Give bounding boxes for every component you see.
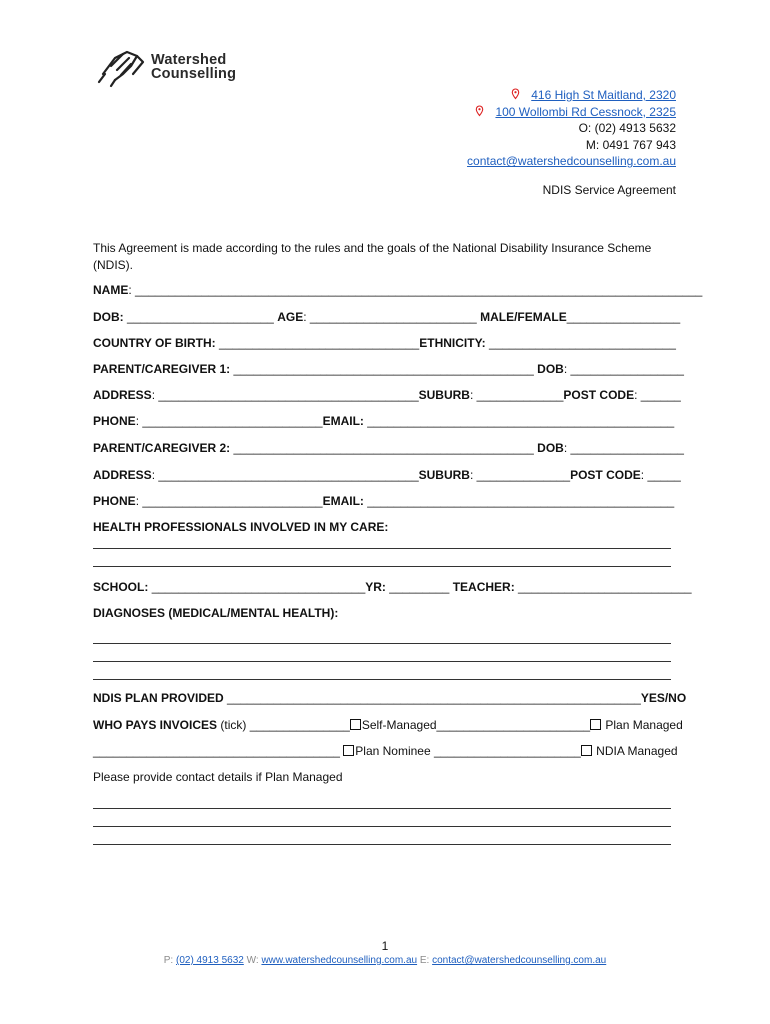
- logo-line2: Counselling: [151, 66, 237, 82]
- health-line-2[interactable]: [93, 566, 671, 567]
- footer-web-label: W:: [246, 955, 259, 966]
- footer-phone-label: P:: [163, 955, 174, 966]
- contact-email-link[interactable]: contact@watershedcounselling.com.au: [467, 154, 676, 169]
- logo-line1: Watershed: [151, 52, 227, 68]
- email1-field[interactable]: ______________________________________________: [367, 414, 675, 428]
- age-label: AGE: [277, 310, 304, 324]
- dob-field[interactable]: ______________________: [127, 310, 274, 324]
- phone2-field[interactable]: ___________________________: [142, 494, 323, 508]
- phone2-row: PHONE: ___________________________EMAIL: ______________________________________________: [93, 494, 675, 508]
- suburb2-label: SUBURB: [418, 468, 470, 482]
- dob-age-row: DOB: ______________________ AGE: _________________________ MALE/FEMALE_________________: [93, 310, 681, 324]
- contact-details-line-2[interactable]: [93, 826, 671, 827]
- parent1-dob-label: DOB: [537, 362, 564, 376]
- plan-nominee-checkbox[interactable]: [343, 745, 354, 756]
- ethnicity-label: ETHNICITY:: [419, 336, 486, 350]
- who-pays-field[interactable]: _______________: [249, 718, 350, 732]
- health-label: HEALTH PROFESSIONALS INVOLVED IN MY CARE:: [93, 520, 389, 534]
- parent2-label: PARENT/CAREGIVER 2:: [93, 441, 231, 455]
- email2-label: EMAIL:: [322, 494, 364, 508]
- yr-field[interactable]: _________: [389, 580, 450, 594]
- ndia-managed-checkbox[interactable]: [581, 745, 592, 756]
- name-label: NAME: [93, 283, 129, 297]
- self-managed-label: Self-Managed: [361, 718, 437, 732]
- plan-nominee-label: Plan Nominee: [355, 744, 431, 758]
- location-pin-icon: [475, 105, 484, 117]
- postcode1-field[interactable]: ______: [640, 388, 681, 402]
- ndis-plan-row: [93, 691, 687, 705]
- ndia-field[interactable]: ______________________: [434, 744, 581, 758]
- address-1-link[interactable]: 416 High St Maitland, 2320: [531, 88, 676, 102]
- suburb1-label: SUBURB: [418, 388, 470, 402]
- contact-block: [467, 87, 676, 170]
- parent2-dob-label: DOB: [537, 441, 564, 455]
- school-field[interactable]: ________________________________: [151, 580, 366, 594]
- sex-field[interactable]: _________________: [566, 310, 681, 324]
- intro-paragraph: This Agreement is made according to the rules and the goals of the National Disability Insurance Scheme (NDIS).: [93, 241, 652, 272]
- teacher-field[interactable]: __________________________: [518, 580, 692, 594]
- parent1-field[interactable]: _____________________________________________: [233, 362, 534, 376]
- self-managed-checkbox[interactable]: [350, 719, 361, 730]
- diagnoses-line-2[interactable]: [93, 661, 671, 662]
- country-row: [93, 336, 676, 350]
- postcode2-label: POST CODE: [570, 468, 641, 482]
- nominee-row: [93, 744, 678, 758]
- sex-label: MALE/FEMALE: [480, 310, 567, 324]
- suburb1-field[interactable]: _____________: [476, 388, 564, 402]
- phone1-field[interactable]: ___________________________: [142, 414, 323, 428]
- parent2-field[interactable]: _____________________________________________: [233, 441, 534, 455]
- diagnoses-row: [93, 606, 673, 620]
- logo-wordmark: [151, 53, 236, 81]
- yr-label: YR:: [365, 580, 386, 594]
- phone1-row: PHONE: ___________________________EMAIL: ______________________________________________: [93, 414, 675, 428]
- contact-details-row: [93, 770, 673, 784]
- parent2-row: PARENT/CAREGIVER 2: _____________________________________________ DOB: _________________: [93, 441, 684, 455]
- age-field[interactable]: _________________________: [309, 310, 477, 324]
- health-row: [93, 520, 673, 534]
- ethnicity-field[interactable]: ____________________________: [489, 336, 676, 350]
- address1-row: ADDRESS: _______________________________________SUBURB: _____________POST CODE: ______: [93, 388, 681, 402]
- footer-phone-link[interactable]: (02) 4913 5632: [175, 955, 244, 966]
- email2-field[interactable]: ______________________________________________: [367, 494, 675, 508]
- address2-field[interactable]: _______________________________________: [158, 468, 419, 482]
- country-field[interactable]: ______________________________: [219, 336, 420, 350]
- who-pays-label: WHO PAYS INVOICES: [93, 718, 218, 732]
- nominee-field[interactable]: _____________________________________: [93, 744, 340, 758]
- diagnoses-line-1[interactable]: [93, 643, 671, 644]
- suburb2-field[interactable]: ______________: [476, 468, 571, 482]
- diagnoses-line-3[interactable]: [93, 679, 671, 680]
- address2-row: ADDRESS: _______________________________________SUBURB: ______________POST CODE: _____: [93, 468, 681, 482]
- page-number: 1: [381, 939, 389, 953]
- parent1-label: PARENT/CAREGIVER 1:: [93, 362, 231, 376]
- self-managed-field[interactable]: _______________________: [436, 718, 591, 732]
- address1-label: ADDRESS: [93, 388, 152, 402]
- address1-field[interactable]: _______________________________________: [158, 388, 419, 402]
- plan-managed-checkbox[interactable]: [590, 719, 601, 730]
- yes-no-label: YES/NO: [640, 691, 687, 705]
- postcode1-label: POST CODE: [563, 388, 635, 402]
- footer: [0, 955, 770, 966]
- email1-label: EMAIL:: [322, 414, 364, 428]
- ndis-plan-label: NDIS PLAN PROVIDED: [93, 691, 224, 705]
- ndis-plan-field[interactable]: ______________________________________________________________: [227, 691, 641, 705]
- parent2-dob-field[interactable]: _________________: [570, 441, 684, 455]
- address-2-row: [467, 104, 676, 121]
- address-1-row: [467, 87, 676, 104]
- location-pin-icon: [511, 88, 520, 100]
- diagnoses-label: DIAGNOSES (MEDICAL/MENTAL HEALTH):: [93, 606, 339, 620]
- logo: [97, 44, 257, 88]
- footer-email-link[interactable]: contact@watershedcounselling.com.au: [432, 955, 607, 966]
- parent1-dob-field[interactable]: _________________: [570, 362, 684, 376]
- postcode2-field[interactable]: _____: [647, 468, 681, 482]
- name-row: NAME: _____________________________________________________________________________________: [93, 283, 703, 297]
- doc-title: NDIS Service Agreement: [542, 183, 676, 197]
- school-row: [93, 580, 692, 594]
- school-label: SCHOOL:: [93, 580, 149, 594]
- plan-managed-label: Plan Managed: [605, 718, 683, 732]
- handshake-logo-icon: [97, 44, 149, 88]
- office-phone: O: (02) 4913 5632: [578, 121, 676, 136]
- phone1-label: PHONE: [93, 414, 136, 428]
- address-2-link[interactable]: 100 Wollombi Rd Cessnock, 2325: [495, 104, 676, 119]
- contact-details-line-3[interactable]: [93, 844, 671, 845]
- country-label: COUNTRY OF BIRTH:: [93, 336, 216, 350]
- who-pays-row: [93, 718, 683, 732]
- teacher-label: TEACHER:: [452, 580, 515, 594]
- dob-label: DOB: [93, 310, 120, 324]
- parent1-row: PARENT/CAREGIVER 1: _____________________________________________ DOB: _________________: [93, 362, 684, 376]
- address2-label: ADDRESS: [93, 468, 152, 482]
- footer-email-label: E:: [419, 955, 430, 966]
- mobile-phone: M: 0491 767 943: [585, 137, 676, 152]
- contact-details-label: Please provide contact details if Plan Managed: [93, 770, 343, 784]
- health-line-1[interactable]: [93, 548, 671, 549]
- tick-label: (tick): [220, 718, 247, 732]
- footer-web-link[interactable]: www.watershedcounselling.com.au: [261, 955, 418, 966]
- name-field[interactable]: _____________________________________________________________________________________: [135, 283, 703, 297]
- phone2-label: PHONE: [93, 494, 136, 508]
- contact-details-line-1[interactable]: [93, 808, 671, 809]
- ndia-managed-label: NDIA Managed: [596, 744, 678, 758]
